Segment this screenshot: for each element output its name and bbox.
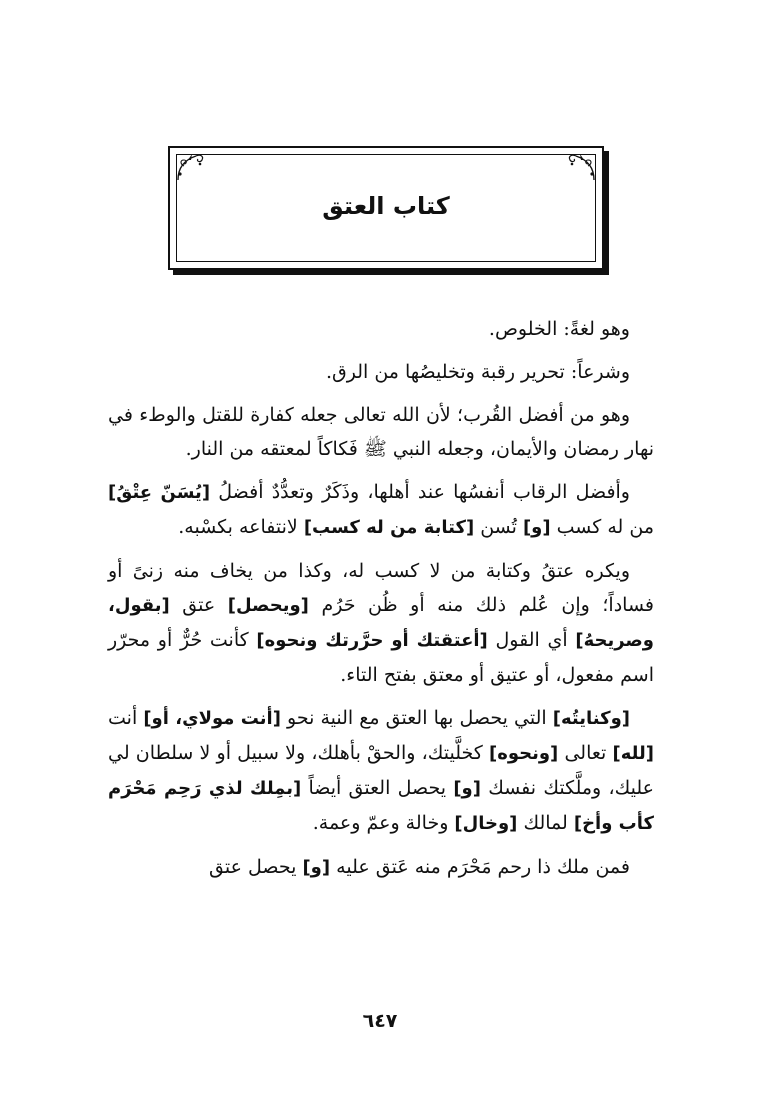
bracketed-matn-text: [كتابة من له كسب]: [303, 517, 475, 538]
commentary-text: ويكره عتقُ وكتابة من لا كسب له، وكذا من يخاف منه زنىً أو فساداً؛ وإن عُلم ذلك منه أو ظُن حَرُم: [108, 560, 654, 616]
commentary-text: فمن ملك ذا رحم مَحْرَم منه عَتق عليه: [330, 856, 630, 878]
floral-ornament-icon: [564, 150, 598, 184]
commentary-text: تعالى: [558, 742, 613, 764]
paragraph: [108, 398, 654, 466]
bracketed-matn-text: [يُسَنّ عِتْقُ]: [108, 482, 211, 503]
commentary-text: وخالة وعمّ وعمة.: [312, 812, 455, 834]
commentary-text: وهو من أفضل القُرب؛ لأن الله تعالى جعله كفارة للقتل والوطء في نهار رمضان والأيمان، وجعله النبي ﷺ فَكاكاً لمعتقه من النار.: [108, 404, 654, 460]
commentary-text: وشرعاً: تحرير رقبة وتخليصُها من الرق.: [325, 361, 630, 383]
bracketed-matn-text: [وخال]: [454, 813, 518, 834]
bracketed-matn-text: [و]: [302, 857, 331, 878]
bracketed-matn-text: [أنت مولاي، أو]: [143, 708, 281, 729]
commentary-text: عتق: [169, 594, 228, 616]
commentary-text: تُسن: [474, 516, 523, 538]
commentary-text: لمالك: [517, 812, 574, 834]
paragraph: [108, 850, 654, 885]
page-body-text: [108, 312, 654, 894]
commentary-text: من له كسب: [550, 516, 654, 538]
bracketed-matn-text: [بقول، وصريحهُ]: [108, 595, 654, 651]
commentary-text: وهو لغةً: الخلوص.: [488, 318, 630, 340]
commentary-text: لانتفاعه بكسْبه.: [178, 516, 304, 538]
bracketed-matn-text: [بمِلك لذي رَحِم مَحْرَم كأب وأخ]: [108, 778, 654, 834]
chapter-title: كتاب العتق: [322, 192, 450, 220]
page-number: ٦٤٧: [362, 1010, 398, 1032]
commentary-text: وأفضل الرقاب أنفسُها عند أهلها، وذَكَرٌ وتعدُّدٌ أفضلُ: [210, 481, 630, 503]
bracketed-matn-text: [و]: [522, 517, 551, 538]
paragraph: [108, 701, 654, 841]
bracketed-matn-text: [ويحصل]: [227, 595, 309, 616]
commentary-text: يحصل العتق أيضاً: [301, 777, 454, 799]
paragraph: [108, 475, 654, 545]
paragraph: [108, 355, 654, 389]
bracketed-matn-text: [و]: [453, 778, 481, 799]
chapter-title-frame: [168, 146, 604, 270]
bracketed-matn-text: [ونحوه]: [488, 743, 559, 764]
bracketed-matn-text: [لله]: [612, 743, 654, 764]
bracketed-matn-text: [أعتقتك أو حرَّرتك ونحوه]: [256, 630, 488, 651]
commentary-text: أي القول: [487, 629, 576, 651]
commentary-text: كأنت حُرٌّ أو محرّر اسم مفعول، أو عتيق أو معتق بفتح التاء.: [108, 629, 654, 686]
floral-ornament-icon: [174, 150, 208, 184]
paragraph: [108, 312, 654, 346]
bracketed-matn-text: [وكنايتُه]: [552, 708, 631, 729]
commentary-text: أنت: [108, 707, 144, 729]
paragraph: [108, 554, 654, 692]
commentary-text: يحصل عتق: [209, 856, 303, 878]
commentary-text: التي يحصل بها العتق مع النية نحو: [280, 707, 553, 729]
commentary-text: كخلَّيتك، والحقْ بأهلك، ولا سبيل أو لا سلطان لي عليك، وملَّكتك نفسك: [108, 742, 654, 799]
